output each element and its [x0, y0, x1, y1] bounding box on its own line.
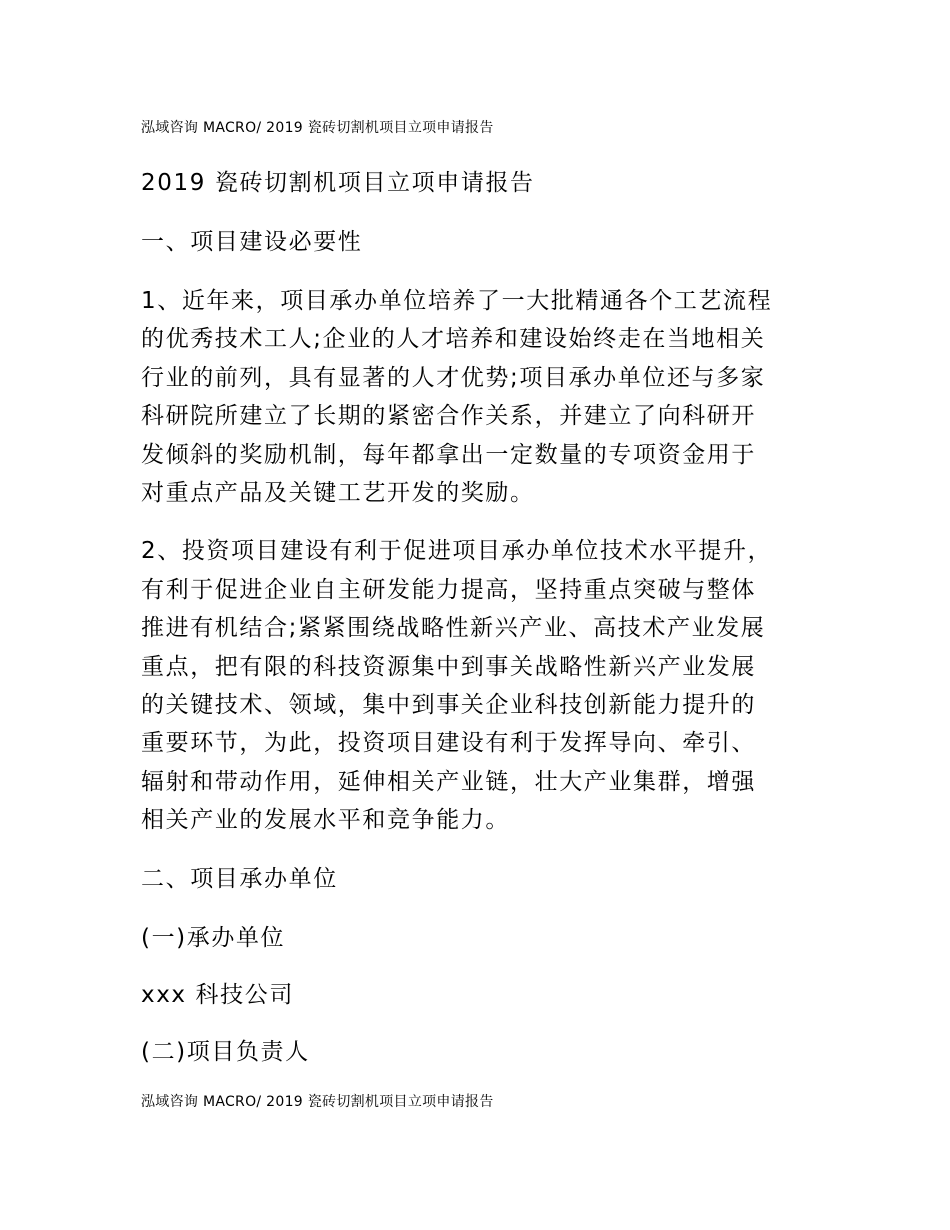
paragraph-line: 有利于促进企业自主研发能力提高，坚持重点突破与整体: [141, 576, 756, 603]
paragraph-line: 对重点产品及关键工艺开发的奖励。: [141, 480, 535, 507]
paragraph-line: 推进有机结合;紧紧围绕战略性新兴产业、高技术产业发展: [141, 615, 766, 642]
paragraph-line: 科研院所建立了长期的紧密合作关系，并建立了向科研开: [141, 403, 756, 430]
section-heading-sponsor: 二、项目承办单位: [141, 865, 338, 892]
section-heading-necessity: 一、项目建设必要性: [141, 229, 363, 255]
paragraph-line: 重点，把有限的科技资源集中到事关战略性新兴产业发展: [141, 653, 756, 680]
paragraph-line: 相关产业的发展水平和竞争能力。: [141, 807, 510, 834]
paragraph-line: 重要环节，为此，投资项目建设有利于发挥导向、牵引、: [141, 730, 756, 757]
paragraph-1: [141, 282, 821, 512]
document-title: 2019 瓷砖切割机项目立项申请报告: [141, 170, 535, 196]
paragraph-line: 辐射和带动作用，延伸相关产业链，壮大产业集群，增强: [141, 768, 756, 795]
subheading-project-lead: (二)项目负责人: [141, 1038, 310, 1065]
page-footer: 泓域咨询 MACRO/ 2019 瓷砖切割机项目立项申请报告: [141, 1094, 494, 1110]
subheading-sponsor-unit: (一)承办单位: [141, 924, 286, 951]
paragraph-line: 行业的前列，具有显著的人才优势;项目承办单位还与多家: [141, 364, 766, 391]
page-header: 泓域咨询 MACRO/ 2019 瓷砖切割机项目立项申请报告: [141, 120, 494, 136]
paragraph-line: 的关键技术、领域，集中到事关企业科技创新能力提升的: [141, 692, 756, 719]
company-name: xxx 科技公司: [141, 981, 294, 1008]
page-content: [141, 164, 821, 1090]
paragraph-line: 发倾斜的奖励机制，每年都拿出一定数量的专项资金用于: [141, 441, 756, 468]
paragraph-2: [141, 532, 821, 839]
paragraph-line: 2、投资项目建设有利于促进项目承办单位技术水平提升，: [141, 538, 773, 565]
paragraph-line: 的优秀技术工人;企业的人才培养和建设始终走在当地相关: [141, 326, 766, 353]
paragraph-line: 1、近年来，项目承办单位培养了一大批精通各个工艺流程: [141, 288, 773, 314]
